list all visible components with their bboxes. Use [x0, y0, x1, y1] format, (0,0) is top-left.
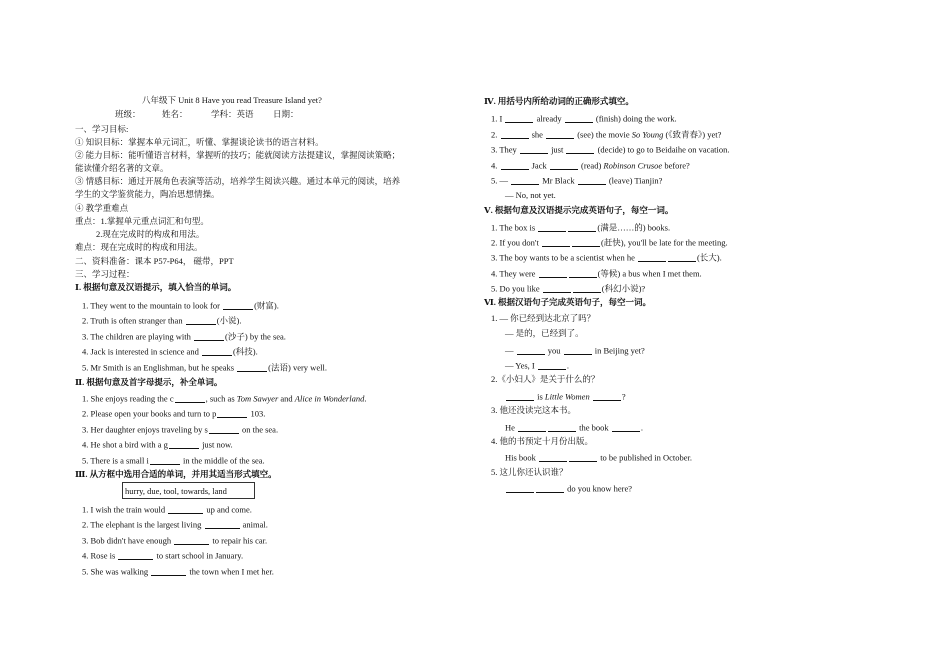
part3-item: 4. Rose is to start school in January. [82, 550, 244, 561]
part6-q3-zh: 3. 他还没读完这本书。 [491, 405, 577, 415]
objectives-heading: 一、学习目标: [75, 124, 129, 134]
part2-item: 3. Her daughter enjoys traveling by s on the sea. [82, 424, 279, 435]
answer-blank[interactable] [550, 160, 578, 170]
answer-blank[interactable] [638, 252, 666, 262]
part5-item: 4. They were (等候) a bus when I met them. [491, 268, 702, 279]
answer-blank[interactable] [542, 237, 570, 247]
emotion-objective-cont: 学生的文学鉴赏能力，陶冶思想情操。 [75, 189, 220, 199]
answer-blank[interactable] [593, 391, 621, 401]
answer-blank[interactable] [194, 331, 224, 341]
date-label: 日期： [273, 109, 299, 119]
part3-item: 3. Bob didn't have enough to repair his car. [82, 535, 268, 546]
part3-item: 5. She was walking the town when I met her. [82, 566, 274, 577]
class-label: 班级： [115, 109, 141, 119]
answer-blank[interactable] [539, 268, 567, 278]
part4-item: 4. Jack (read) Robinson Crusoe before? [491, 160, 690, 171]
answer-blank[interactable] [505, 113, 533, 123]
name-label: 姓名： [162, 109, 188, 119]
part6-q3-en: He the book . [505, 422, 643, 433]
key-point-2: 2.现在完成时的构成和用法。 [96, 229, 205, 239]
part5-item: 5. Do you like (科幻小说)? [491, 283, 646, 294]
key-point-1: 重点：1.掌握单元重点词汇和句型。 [75, 216, 209, 226]
answer-blank[interactable] [546, 129, 574, 139]
part1-item: 1. They went to the mountain to look for (财富). [82, 300, 279, 311]
emotion-objective: ③ 情感目标：通过开展角色表演等活动，培养学生阅读兴趣。通过本单元的阅读，培养 [75, 176, 401, 186]
answer-blank[interactable] [209, 424, 239, 434]
part5-item: 1. The box is (满是……的) books. [491, 222, 671, 233]
answer-blank[interactable] [506, 483, 534, 493]
answer-blank[interactable] [569, 452, 597, 462]
part6-heading: Ⅵ. 根据汉语句子完成英语句子，每空一词。 [484, 297, 652, 307]
part3-item: 1. I wish the train would up and come. [82, 504, 252, 515]
answer-blank[interactable] [520, 144, 548, 154]
worksheet-title: 八年级下 Unit 8 Have you read Treasure Island yet? [142, 95, 322, 105]
answer-blank[interactable] [175, 393, 205, 403]
part2-item: 2. Please open your books and turn to p 103. [82, 408, 266, 419]
part3-heading: Ⅲ. 从方框中选用合适的单词，并用其适当形式填空。 [75, 469, 277, 479]
part4-item: 2. she (see) the movie So Young (《致青春》) yet? [491, 129, 722, 140]
word-box-text: hurry, due, tool, towards, land [125, 486, 227, 496]
part4-item: 3. They just (decide) to go to Beidaihe on vacation. [491, 144, 730, 155]
answer-blank[interactable] [569, 268, 597, 278]
materials: 二、资料准备：课本 P57-P64， 磁带，PPT [75, 256, 234, 266]
answer-blank[interactable] [536, 483, 564, 493]
answer-blank[interactable] [150, 455, 180, 465]
answer-blank[interactable] [538, 360, 566, 370]
answer-blank[interactable] [518, 422, 546, 432]
answer-blank[interactable] [566, 144, 594, 154]
part1-item: 2. Truth is often stranger than (小说). [82, 315, 242, 326]
answer-blank[interactable] [186, 315, 216, 325]
subject-label: 学科：英语 [211, 109, 254, 119]
part6-q1-zh: 1. — 你已经到达北京了吗？ [491, 313, 596, 323]
answer-blank[interactable] [169, 439, 199, 449]
part6-q4-zh: 4. 他的书预定十月份出版。 [491, 436, 594, 446]
part6-q5-en: do you know here? [505, 483, 632, 493]
answer-blank[interactable] [568, 222, 596, 232]
difficulty: 难点：现在完成时的构成和用法。 [75, 242, 203, 252]
ability-objective-cont: 能读懂介绍名著的文章。 [75, 163, 169, 173]
answer-blank[interactable] [565, 113, 593, 123]
answer-blank[interactable] [573, 283, 601, 293]
part4-heading: Ⅳ. 用括号内所给动词的正确形式填空。 [484, 96, 634, 106]
part1-item: 5. Mr Smith is an Englishman, but he speaks (法语) very well. [82, 362, 327, 373]
part2-item: 1. She enjoys reading the c , such as Tom Sawyer and Alice in Wonderland. [82, 393, 367, 404]
answer-blank[interactable] [151, 566, 186, 576]
answer-blank[interactable] [517, 345, 545, 355]
answer-blank[interactable] [223, 300, 253, 310]
answer-blank[interactable] [538, 222, 566, 232]
part4-answer: — No, not yet. [505, 190, 556, 200]
part4-item: 1. I already (finish) doing the work. [491, 113, 677, 124]
answer-blank[interactable] [506, 391, 534, 401]
part6-q1-en-answer: — Yes, I . [505, 360, 570, 371]
answer-blank[interactable] [205, 519, 240, 529]
answer-blank[interactable] [501, 129, 529, 139]
part6-q1-zh-answer: — 是的，已经到了。 [505, 328, 584, 338]
process-heading: 三、学习过程： [75, 269, 135, 279]
answer-blank[interactable] [511, 175, 539, 185]
part1-item: 4. Jack is interested in science and (科技). [82, 346, 258, 357]
part6-q4-en: His book to be published in October. [505, 452, 693, 463]
answer-blank[interactable] [572, 237, 600, 247]
answer-blank[interactable] [501, 160, 529, 170]
part6-q1-en: — you in Beijing yet? [505, 345, 645, 356]
part6-q2-en: is Little Women ? [505, 391, 626, 401]
answer-blank[interactable] [217, 408, 247, 418]
part1-heading: Ⅰ. 根据句意及汉语提示，填入恰当的单词。 [75, 282, 237, 292]
answer-blank[interactable] [118, 550, 153, 560]
answer-blank[interactable] [548, 422, 576, 432]
knowledge-objective: ① 知识目标：掌握本单元词汇，听懂、掌握谈论读书的语言材料。 [75, 137, 324, 147]
answer-blank[interactable] [174, 535, 209, 545]
answer-blank[interactable] [543, 283, 571, 293]
ability-objective: ② 能力目标：能听懂语言材料，掌握听的技巧；能就阅读方法提建议，掌握阅读策略； [75, 150, 401, 160]
answer-blank[interactable] [612, 422, 640, 432]
answer-blank[interactable] [202, 346, 232, 356]
answer-blank[interactable] [564, 345, 592, 355]
key-points-heading: ④ 教学重难点 [75, 203, 129, 213]
word-box [122, 482, 255, 499]
answer-blank[interactable] [237, 362, 267, 372]
answer-blank[interactable] [668, 252, 696, 262]
part5-item: 2. If you don't (赶快), you'll be late for the meeting. [491, 237, 728, 248]
part2-item: 5. There is a small i in the middle of the sea. [82, 455, 265, 466]
part2-heading: Ⅱ. 根据句意及首字母提示，补全单词。 [75, 377, 223, 387]
answer-blank[interactable] [578, 175, 606, 185]
answer-blank[interactable] [539, 452, 567, 462]
part1-item: 3. The children are playing with (沙子) by the sea. [82, 331, 286, 342]
part6-q2-zh: 2.《小妇人》是关于什么的？ [491, 374, 600, 384]
part2-item: 4. He shot a bird with a g just now. [82, 439, 233, 450]
part3-item: 2. The elephant is the largest living animal. [82, 519, 268, 530]
answer-blank[interactable] [168, 504, 203, 514]
part6-q5-zh: 5. 这儿你还认识谁？ [491, 467, 568, 477]
part5-heading: Ⅴ. 根据句意及汉语提示完成英语句子，每空一词。 [484, 205, 674, 215]
part4-item: 5. — Mr Black (leave) Tianjin? [491, 175, 663, 186]
part5-item: 3. The boy wants to be a scientist when he (长大). [491, 252, 722, 263]
